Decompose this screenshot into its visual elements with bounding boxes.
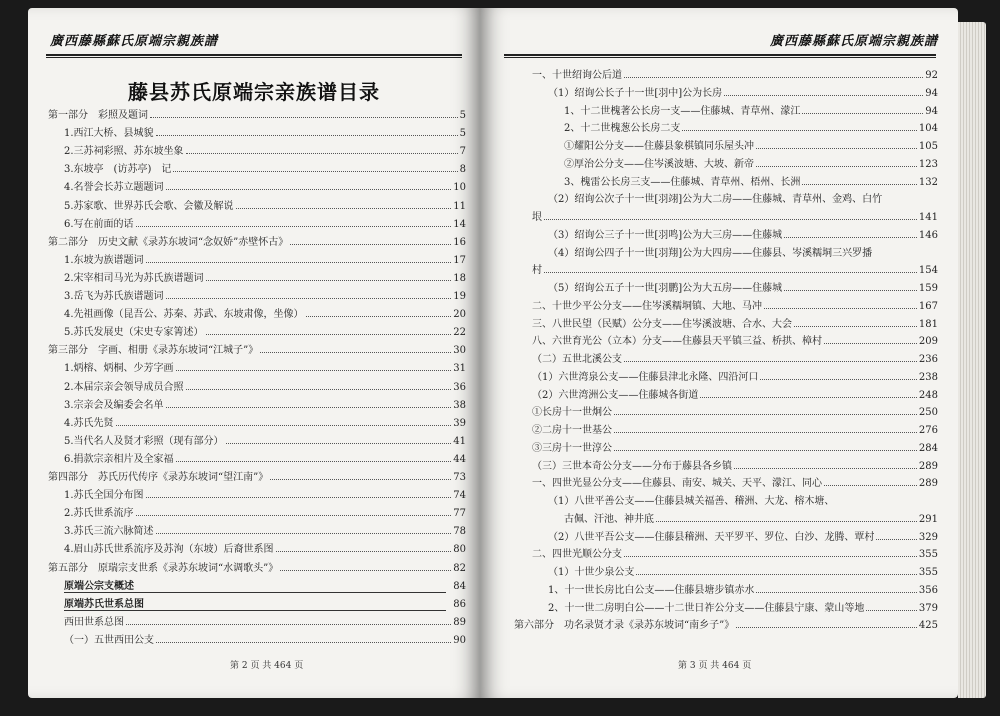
toc-entry <box>64 396 466 411</box>
toc-entry-page-number: 82 <box>453 562 466 574</box>
toc-entry <box>64 359 466 374</box>
toc-leader-dots <box>290 244 451 245</box>
toc-entry-underline <box>64 610 446 611</box>
left-page <box>28 8 480 698</box>
toc-leader-dots <box>760 379 917 380</box>
toc-leader-dots <box>146 497 452 498</box>
toc-entry <box>64 540 466 555</box>
toc-entry-page-number: 181 <box>918 318 938 330</box>
toc-entry <box>48 468 466 483</box>
toc-entry-page-number: 77 <box>453 508 466 520</box>
toc-leader-dots <box>614 432 917 433</box>
toc-entry <box>64 142 466 157</box>
toc-leader-dots <box>136 515 452 516</box>
toc-entry <box>64 215 466 230</box>
toc-leader-dots <box>636 574 917 575</box>
toc-entry-label: 2、十一世二房明白公——十二世日祚公分支——住藤县宁康、蒙山等地 <box>548 602 865 614</box>
toc-entry <box>64 197 466 212</box>
toc-entry <box>514 616 938 631</box>
toc-entry-page-number: 167 <box>918 300 938 312</box>
toc-leader-dots <box>756 592 917 593</box>
toc-entry <box>64 160 466 175</box>
toc-entry-page-number: 84 <box>453 580 466 592</box>
toc-entry-label: （4）绍询公四子十一世[羽翔]公为大四房——住藤县、岑溪糯垌三兴罗播 <box>548 247 873 259</box>
toc-entry-label: 5.苏家歌、世界苏氏会歌、会徽及解说 <box>64 200 234 212</box>
toc-entry-page-number: 159 <box>918 283 938 294</box>
right-header-rule <box>504 54 936 58</box>
toc-entry <box>564 119 938 134</box>
toc-entry-label: 2.三苏祠彩照、苏东坡坐象 <box>64 146 184 158</box>
toc-leader-dots <box>824 343 917 344</box>
toc-entry-page-number: 36 <box>453 381 466 393</box>
toc-entry-page-number: 94 <box>925 105 938 117</box>
toc-entry <box>64 631 466 646</box>
toc-entry-page-number: 123 <box>918 158 938 170</box>
toc-entry-page-number: 30 <box>453 345 466 357</box>
toc-entry-label: 3、槐雷公长房三支——住藤城、青草州、梧州、长洲 <box>564 176 801 188</box>
toc-leader-dots <box>136 226 452 227</box>
toc-entry <box>532 208 938 223</box>
toc-leader-dots <box>116 425 452 426</box>
toc-leader-dots <box>176 461 452 462</box>
toc-entry <box>64 124 466 139</box>
toc-entry-page-number: 20 <box>453 309 466 321</box>
toc-leader-dots <box>166 407 452 408</box>
toc-leader-dots <box>156 135 458 136</box>
toc-entry-label: 3.东坡亭 (访苏亭) 记 <box>64 164 172 176</box>
toc-entry <box>532 403 938 418</box>
toc-entry <box>64 251 466 266</box>
toc-entry-label: 6.捐款宗亲相片及全家福 <box>64 453 174 465</box>
toc-leader-dots <box>280 570 451 571</box>
toc-entry <box>532 439 938 454</box>
toc-entry-label: ②二房十一世基公 <box>532 425 612 436</box>
toc-entry <box>548 528 938 543</box>
toc-entry-label: 八、六世育光公（立本）分支——住藤县天平镇三益、桥拱、樟村 <box>532 336 822 348</box>
toc-leader-dots <box>166 189 452 190</box>
toc-entry-label: 二、十世少平公分支——住岑溪糯垌镇、大地、马冲 <box>532 300 762 312</box>
toc-entry-label: （三）三世本奇公分支——分布于藤县各乡镇 <box>532 460 732 472</box>
toc-entry-label: （1）八世平善公支——住藤县城关福善、稽洲、大龙、榕木塘、 <box>548 496 835 507</box>
toc-leader-dots <box>260 352 451 353</box>
toc-leader-dots <box>656 521 917 522</box>
toc-entry-label: 第六部分 功名录贤才录《录苏东坡词“南乡子”》 <box>514 620 735 632</box>
toc-leader-dots <box>166 298 452 299</box>
toc-entry <box>548 599 938 614</box>
toc-leader-dots <box>824 485 917 486</box>
toc-entry-label: 第五部分 原瑞宗支世系《录苏东坡词“水调歌头”》 <box>48 562 279 574</box>
toc-entry-label: 2.苏氏世系流序 <box>64 508 134 520</box>
toc-leader-dots <box>756 166 917 167</box>
toc-entry <box>48 233 466 248</box>
toc-entry-page-number: 11 <box>453 200 466 212</box>
toc-entry-page-number: 236 <box>918 354 938 365</box>
toc-leader-dots <box>236 208 452 209</box>
toc-entry-page-number: 146 <box>918 229 938 241</box>
toc-entry-label: （二）五世北溪公支 <box>532 354 622 365</box>
toc-entry-page-number: 8 <box>459 164 466 176</box>
toc-entry-label: 2.宋宰相司马光为苏氏族谱题词 <box>64 272 204 284</box>
toc-entry-label: 原端苏氏世系总图 <box>64 598 144 610</box>
toc-leader-dots <box>156 642 451 643</box>
toc-leader-dots <box>544 272 917 273</box>
toc-entry <box>564 510 938 525</box>
toc-entry-label: （2）六世湾洲公支——住藤城各街道 <box>532 389 699 401</box>
toc-leader-dots <box>270 479 451 480</box>
toc-entry <box>64 432 466 447</box>
toc-leader-dots <box>624 556 917 557</box>
toc-entry <box>564 137 938 152</box>
toc-entry-page-number: 5 <box>459 110 466 121</box>
toc-leader-dots <box>734 468 917 469</box>
toc-entry-label: 4.先祖画像（昆吾公、苏秦、苏武、东坡肃像，坐像） <box>64 309 304 321</box>
toc-entry <box>64 323 466 338</box>
toc-entry-label: ②厚治公分支——住岑溪波塘、大坡、新帝 <box>564 158 754 170</box>
toc-leader-dots <box>206 334 452 335</box>
toc-entry-page-number: 248 <box>918 389 938 401</box>
right-page-footer: 第 3 页 共 464 页 <box>678 661 752 671</box>
toc-leader-dots <box>276 551 452 552</box>
toc-entry-page-number: 22 <box>453 327 466 339</box>
toc-entry-page-number: 19 <box>453 291 466 302</box>
toc-entry-page-number: 276 <box>918 425 938 436</box>
toc-leader-dots <box>176 370 452 371</box>
toc-entry <box>64 378 466 393</box>
toc-entry-page-number: 355 <box>918 549 938 561</box>
toc-leader-dots <box>764 308 917 309</box>
toc-entry <box>532 474 938 489</box>
toc-title: 藤县苏氏原端宗亲族谱目录 <box>128 80 380 104</box>
page-block-edge <box>958 22 986 698</box>
toc-entry <box>64 450 466 465</box>
toc-entry-page-number: 80 <box>453 544 466 556</box>
toc-entry-page-number: 44 <box>453 453 466 465</box>
toc-leader-dots <box>736 627 917 628</box>
toc-entry-page-number: 16 <box>453 236 466 248</box>
toc-entry <box>64 613 466 628</box>
toc-entry-label: ③三房十一世淳公 <box>532 442 612 454</box>
toc-entry-label: 第四部分 苏氏历代传序《录苏东坡词“望江南”》 <box>48 472 269 483</box>
toc-entry-page-number: 17 <box>453 254 466 266</box>
toc-entry-page-number: 10 <box>453 182 466 194</box>
toc-entry <box>64 414 466 429</box>
toc-leader-dots <box>156 533 452 534</box>
toc-entry <box>64 486 466 501</box>
toc-entry-label: 一、四世光显公分支——住藤县、南安、城关、天平、濛江、同心 <box>532 478 822 490</box>
toc-entry-label: 2、十二世槐葱公长房二支 <box>564 123 681 135</box>
toc-entry-label: 原端公宗支概述 <box>64 580 134 592</box>
toc-entry-page-number: 238 <box>918 371 938 383</box>
toc-entry-page-number: 7 <box>459 146 466 158</box>
toc-entry <box>532 421 938 436</box>
toc-entry-label: 2.本届宗亲会领导成员合照 <box>64 381 184 393</box>
toc-entry <box>548 279 938 294</box>
toc-entry-label: 3.苏氏三流六脉简述 <box>64 526 154 538</box>
toc-entry-label: 1.东坡为族谱题词 <box>64 254 144 266</box>
toc-entry-page-number: 105 <box>918 141 938 152</box>
toc-entry <box>48 106 466 121</box>
toc-leader-dots <box>724 95 923 96</box>
toc-entry-label: （3）绍询公三子十一世[羽鸣]公为大三房——住藤城 <box>548 229 783 241</box>
toc-entry-page-number: 329 <box>918 531 938 543</box>
toc-entry-label: 1.苏氏全国分布图 <box>64 490 144 502</box>
toc-entry <box>532 457 938 472</box>
toc-entry <box>64 595 466 610</box>
toc-entry-page-number: 18 <box>453 272 466 284</box>
toc-entry-page-number: 209 <box>918 336 938 348</box>
toc-entry <box>548 190 938 205</box>
right-running-header: 廣西藤縣蘇氏原端宗親族譜 <box>770 34 939 49</box>
toc-entry-page-number: 284 <box>918 442 938 454</box>
toc-entry-page-number: 41 <box>453 435 466 447</box>
toc-entry-page-number: 289 <box>918 478 938 490</box>
toc-entry <box>64 287 466 302</box>
toc-entry <box>548 581 938 596</box>
toc-leader-dots <box>614 450 917 451</box>
left-header-rule <box>46 54 462 58</box>
toc-entry-label: 1、十二世槐著公长房一支——住藤城、青草州、濛江 <box>564 105 801 117</box>
toc-entry-underline <box>64 592 446 593</box>
toc-entry <box>64 269 466 284</box>
toc-entry-page-number: 141 <box>918 212 938 223</box>
toc-entry <box>532 261 938 276</box>
left-page-footer: 第 2 页 共 464 页 <box>230 661 304 671</box>
toc-leader-dots <box>150 117 458 118</box>
toc-entry-label: 二、四世光顺公分支 <box>532 549 622 561</box>
toc-entry-label: 第三部分 字画、相册《录苏东坡词“江城子”》 <box>48 345 259 357</box>
toc-entry-page-number: 379 <box>918 602 938 614</box>
toc-entry <box>548 563 938 578</box>
toc-entry-page-number: 250 <box>918 407 938 419</box>
toc-entry-label: （1）绍询公长子十一世[羽中]公为长房 <box>548 87 723 99</box>
toc-entry <box>48 559 466 574</box>
toc-leader-dots <box>802 113 923 114</box>
toc-entry-page-number: 289 <box>918 460 938 472</box>
toc-entry <box>548 84 938 99</box>
right-page <box>480 8 958 698</box>
toc-entry-page-number: 73 <box>453 472 466 483</box>
toc-entry <box>532 315 938 330</box>
toc-entry <box>64 522 466 537</box>
toc-entry-page-number: 74 <box>453 490 466 502</box>
toc-entry <box>532 386 938 401</box>
toc-entry <box>532 350 938 365</box>
toc-entry-label: 三、八世民望（民赋）公分支——住岑溪波塘、合水、大会 <box>532 318 792 330</box>
toc-entry-page-number: 355 <box>918 567 938 578</box>
toc-entry-label: 垠 <box>532 212 542 223</box>
toc-entry-label: （1）六世湾泉公支——住藤县津北永隆、四沿河口 <box>532 371 759 383</box>
toc-entry <box>532 297 938 312</box>
toc-leader-dots <box>756 148 917 149</box>
toc-leader-dots <box>802 184 917 185</box>
toc-entry <box>64 305 466 320</box>
toc-entry-label: 6.写在前面的话 <box>64 218 134 230</box>
toc-entry-page-number: 39 <box>453 417 466 429</box>
toc-entry-label: 第二部分 历史文献《录苏东坡词“念奴娇”赤壁怀古》 <box>48 236 289 248</box>
toc-entry <box>564 155 938 170</box>
toc-entry-label: （1）十世少泉公支 <box>548 567 635 578</box>
toc-entry-page-number: 31 <box>453 363 466 375</box>
toc-entry <box>48 341 466 356</box>
toc-leader-dots <box>624 361 917 362</box>
toc-entry <box>564 173 938 188</box>
toc-entry-label: 5.苏氏发展史（宋史专家箐述） <box>64 327 204 339</box>
toc-entry <box>548 226 938 241</box>
toc-leader-dots <box>784 290 917 291</box>
toc-entry-label: 3.宗亲会及编委会名单 <box>64 399 164 411</box>
toc-entry-page-number: 5 <box>459 128 466 140</box>
toc-entry-page-number: 154 <box>918 265 938 277</box>
toc-entry <box>64 577 466 592</box>
toc-entry-page-number: 38 <box>453 399 466 411</box>
toc-entry-label: 1、十一世长房比白公支——住藤县塘步镇赤水 <box>548 584 755 596</box>
toc-leader-dots <box>306 316 452 317</box>
toc-leader-dots <box>876 539 917 540</box>
toc-leader-dots <box>226 443 452 444</box>
toc-leader-dots <box>682 130 917 131</box>
toc-entry-label: 村 <box>532 265 542 277</box>
toc-entry-label: （2）八世平吾公支——住藤县稽洲、天平罗平、罗位、白沙、龙腾、覃村 <box>548 531 875 543</box>
toc-leader-dots <box>126 624 451 625</box>
open-book <box>28 8 986 698</box>
toc-entry-page-number: 425 <box>918 620 938 632</box>
toc-entry-label: （一）五世西田公支 <box>64 634 154 646</box>
toc-leader-dots <box>614 414 917 415</box>
toc-entry-label: 3.岳飞为苏氏族谱题词 <box>64 291 164 302</box>
toc-entry-page-number: 86 <box>453 598 466 610</box>
toc-leader-dots <box>186 153 458 154</box>
toc-leader-dots <box>146 262 452 263</box>
toc-leader-dots <box>173 171 457 172</box>
toc-leader-dots <box>624 77 923 78</box>
toc-entry-label: 4.名誉会长苏立题题词 <box>64 182 164 194</box>
toc-entry <box>532 332 938 347</box>
toc-leader-dots <box>794 326 917 327</box>
toc-entry-page-number: 89 <box>453 616 466 628</box>
toc-leader-dots <box>186 389 452 390</box>
toc-entry-label: 西田世系总图 <box>64 616 124 628</box>
toc-entry-label: （2）绍询公次子十一世[羽翊]公为大二房——住藤城、青草州、金鸡、白竹 <box>548 194 883 206</box>
toc-leader-dots <box>866 610 917 611</box>
toc-entry-label: 1.西江大桥、县城貌 <box>64 128 154 140</box>
toc-entry-page-number: 132 <box>918 176 938 188</box>
toc-entry-page-number: 104 <box>918 123 938 135</box>
toc-entry <box>64 178 466 193</box>
toc-entry-page-number: 291 <box>918 513 938 525</box>
left-running-header: 廣西藤縣蘇氏原端宗親族譜 <box>50 34 219 49</box>
toc-entry-label: ①长房十一世炯公 <box>532 407 612 419</box>
toc-entry-page-number: 90 <box>453 634 466 646</box>
toc-entry-page-number: 78 <box>453 526 466 538</box>
toc-entry-label: ①耀阳公分支——住藤县象棋镇同乐屋头冲 <box>564 141 754 152</box>
toc-entry-page-number: 14 <box>453 218 466 230</box>
toc-entry-label: 4.苏氏先贤 <box>64 417 114 429</box>
toc-entry <box>64 504 466 519</box>
toc-entry-page-number: 94 <box>925 87 938 99</box>
toc-entry-page-number: 92 <box>925 70 938 81</box>
toc-entry <box>532 66 938 81</box>
toc-entry <box>548 244 938 259</box>
toc-leader-dots <box>784 237 917 238</box>
toc-entry-label: 5.当代名人及贤才彩照（现有部分） <box>64 435 224 447</box>
toc-entry-label: 1.炳榕、炳桐、少芳字画 <box>64 363 174 375</box>
toc-entry <box>532 545 938 560</box>
toc-entry-label: （5）绍询公五子十一世[羽鹏]公为大五房——住藤城 <box>548 283 783 294</box>
toc-entry-label: 第一部分 彩照及题词 <box>48 110 148 121</box>
toc-leader-dots <box>700 397 917 398</box>
toc-leader-dots <box>544 219 917 220</box>
toc-entry-label: 古佩、汗池、神井底 <box>564 513 654 525</box>
toc-entry <box>532 368 938 383</box>
toc-leader-dots <box>206 280 452 281</box>
toc-entry <box>564 102 938 117</box>
toc-entry <box>548 492 938 507</box>
toc-entry-label: 4.眉山苏氏世系流序及苏洵（东坡）后裔世系图 <box>64 544 274 556</box>
toc-entry-page-number: 356 <box>918 584 938 596</box>
toc-entry-label: 一、十世绍询公后道 <box>532 70 622 81</box>
